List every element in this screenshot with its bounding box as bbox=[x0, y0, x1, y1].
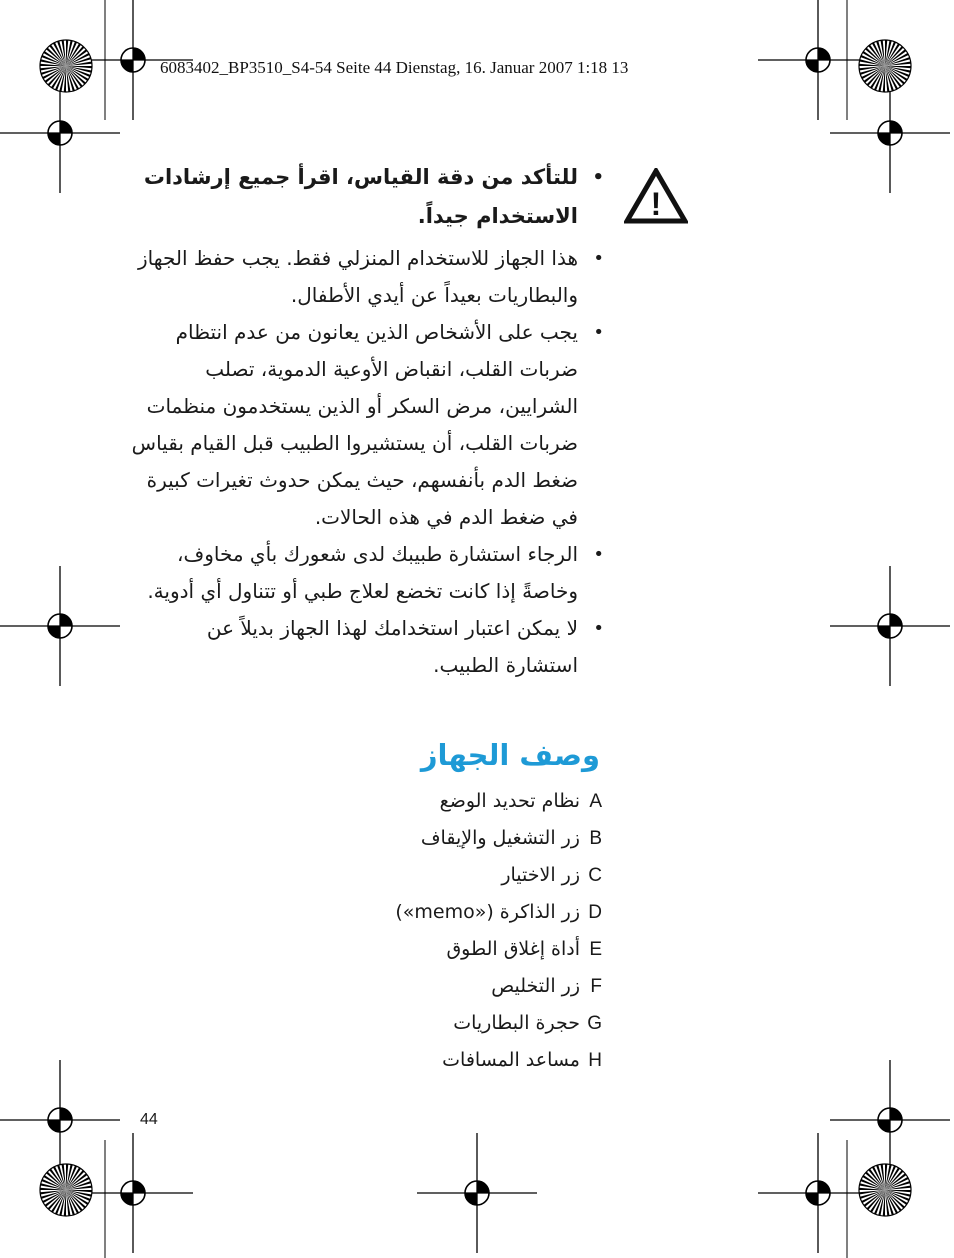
part-name: زر الاختيار bbox=[501, 864, 580, 886]
warning-item: • الرجاء استشارة طبيبك لدى شعورك بأي مخاوف، وخاصةً إذا كانت تخضع لعلاج طبي أو تتناول أي أدوية. bbox=[130, 536, 608, 610]
part-letter: A bbox=[589, 791, 602, 812]
registration-mark-icon bbox=[0, 566, 120, 686]
part-name: زر التخليص bbox=[491, 975, 580, 997]
warning-item: • لا يمكن اعتبار استخدامك لهذا الجهاز بديلاً عن استشارة الطبيب. bbox=[130, 610, 608, 684]
registration-mark-icon bbox=[830, 1060, 950, 1180]
part-item bbox=[300, 901, 602, 938]
starburst-target-icon bbox=[40, 40, 92, 92]
page-number: 44 bbox=[140, 1111, 158, 1128]
part-item bbox=[300, 864, 602, 901]
part-letter: F bbox=[590, 976, 602, 997]
warning-item: • يجب على الأشخاص الذين يعانون من عدم انتظام ضربات القلب، انقباض الأوعية الدموية، تصلب الشرايين، مرض السكر أو الذين يستخدمون منظمات ضربات القلب، أن يستشيروا الطبيب قبل القيام بقياس ضغط الدم بأنفسهم، حيث يمكن حدوث تغيرات كبيرة في ضغط الدم في هذه الحالات. bbox=[130, 314, 608, 536]
part-name: زر التشغيل والإيقاف bbox=[420, 827, 580, 849]
warning-item: • هذا الجهاز للاستخدام المنزلي فقط. يجب حفظ الجهاز والبطاريات بعيداً عن أيدي الأطفال. bbox=[130, 240, 608, 314]
starburst-target-icon bbox=[859, 1164, 911, 1216]
part-letter: D bbox=[588, 902, 602, 923]
part-item bbox=[300, 938, 602, 975]
starburst-target-icon bbox=[859, 40, 911, 92]
part-letter: E bbox=[589, 939, 602, 960]
registration-mark-icon bbox=[0, 1060, 120, 1180]
warning-triangle-icon bbox=[624, 168, 688, 224]
section-title: وصف الجهاز bbox=[420, 738, 600, 772]
part-name: نظام تحديد الوضع bbox=[439, 790, 580, 812]
part-letter: C bbox=[588, 865, 602, 886]
part-item bbox=[300, 790, 602, 827]
part-item bbox=[300, 1049, 602, 1086]
part-letter: B bbox=[589, 828, 602, 849]
part-name: حجرة البطاريات bbox=[453, 1012, 580, 1034]
svg-text:!: ! bbox=[650, 186, 662, 222]
warning-item: • للتأكد من دقة القياس، اقرأ جميع إرشادات الاستخدام جيداً. bbox=[130, 158, 608, 236]
part-name: أداة إغلاق الطوق bbox=[446, 938, 580, 960]
part-item bbox=[300, 975, 602, 1012]
part-letter: H bbox=[588, 1050, 602, 1071]
starburst-target-icon bbox=[40, 1164, 92, 1216]
print-header: 6083402_BP3510_S4-54 Seite 44 Dienstag, 16. Januar 2007 1:18 13 bbox=[160, 58, 629, 77]
parts-list bbox=[300, 790, 602, 1086]
part-name: زر الذاكرة («memo») bbox=[395, 901, 580, 923]
registration-mark-icon bbox=[830, 566, 950, 686]
registration-mark-icon bbox=[417, 1133, 537, 1253]
warning-list bbox=[130, 158, 608, 684]
part-item bbox=[300, 1012, 602, 1049]
part-letter: G bbox=[587, 1013, 602, 1034]
part-item bbox=[300, 827, 602, 864]
part-name: مساعد المسافات bbox=[442, 1049, 580, 1071]
